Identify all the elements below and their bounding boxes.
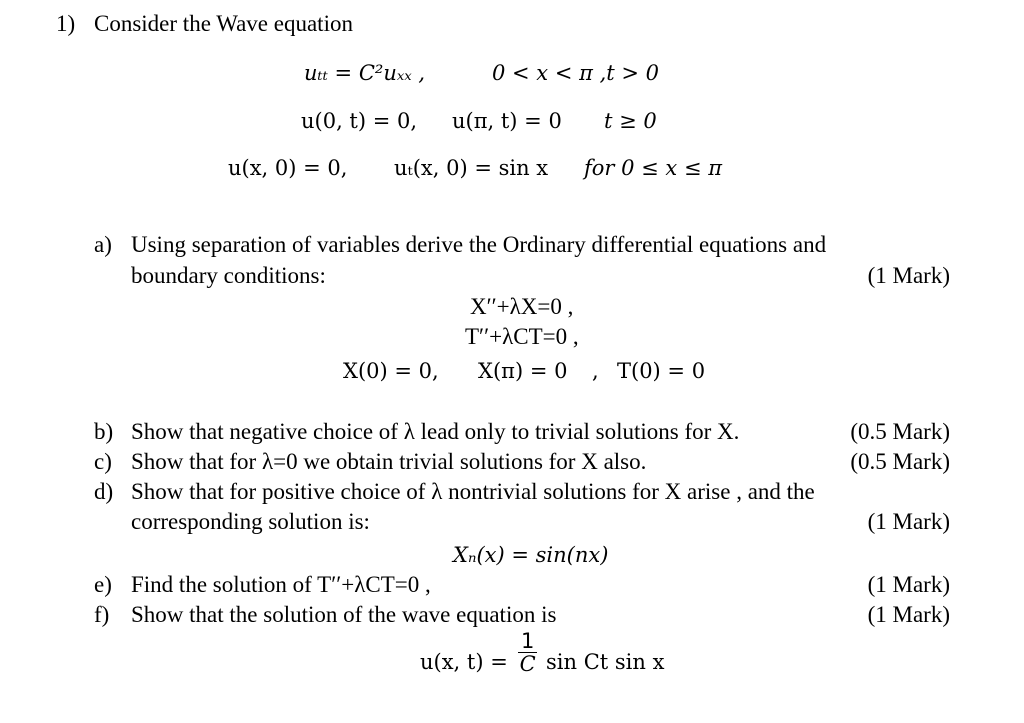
part-a-mark: (1 Mark) — [867, 263, 950, 288]
part-f-solution-rhs: sin Ct sin x — [546, 650, 665, 674]
boundary-condition-time: t ≥ 0 — [604, 109, 657, 133]
part-a-bc-x0: X(0) = 0, — [343, 359, 439, 383]
part-d-mark: (1 Mark) — [867, 509, 950, 534]
part-a-bc-xpi: X(π) = 0 — [478, 359, 568, 383]
part-f-text: Show that the solution of the wave equation is — [131, 602, 557, 627]
part-e-label: e) — [94, 572, 112, 597]
boundary-condition-right: u(π, t) = 0 — [452, 109, 562, 133]
part-a-bc-separator: , — [592, 359, 599, 383]
part-a-ode-t: T′′+λCT=0 , — [465, 324, 579, 349]
boundary-condition-left: u(0, t) = 0, — [301, 109, 418, 133]
part-b-mark: (0.5 Mark) — [850, 419, 950, 444]
wave-equation: uₜₜ = C²uₓₓ , — [304, 61, 426, 85]
initial-condition-ut: uₜ(x, 0) = sin x — [394, 156, 549, 180]
part-f-solution-lhs: u(x, t) = — [420, 650, 508, 674]
part-a-text-line2: boundary conditions: — [131, 263, 326, 288]
part-e-mark: (1 Mark) — [867, 572, 950, 597]
part-c-mark: (0.5 Mark) — [850, 449, 950, 474]
wave-equation-domain: 0 < x < π ,t > 0 — [492, 61, 659, 85]
part-d-text-line1: Show that for positive choice of λ nontrivial solutions for X arise , and the — [131, 479, 815, 504]
part-c-label: c) — [94, 449, 112, 474]
part-d-label: d) — [94, 479, 114, 504]
part-d-solution: Xₙ(x) = sin(nx) — [453, 543, 609, 567]
part-f-fraction — [518, 630, 537, 675]
part-f-mark: (1 Mark) — [867, 602, 950, 627]
fraction-numerator: 1 — [521, 629, 535, 653]
fraction-denominator: C — [519, 652, 536, 676]
part-b-text: Show that negative choice of λ lead only to trivial solutions for X. — [131, 419, 740, 444]
part-a-ode-x: X′′+λX=0 , — [470, 294, 574, 319]
question-title: Consider the Wave equation — [94, 11, 353, 36]
question-number: 1) — [56, 11, 76, 36]
part-c-text: Show that for λ=0 we obtain trivial solutions for X also. — [131, 449, 647, 474]
part-a-label: a) — [94, 232, 112, 257]
part-a-ic-t0: T(0) = 0 — [617, 359, 706, 383]
part-a-text-line1: Using separation of variables derive the Ordinary differential equations and — [131, 232, 827, 257]
part-e-text: Find the solution of T′′+λCT=0 , — [131, 572, 431, 597]
initial-condition-u: u(x, 0) = 0, — [228, 156, 348, 180]
part-b-label: b) — [94, 419, 114, 444]
initial-condition-domain: for 0 ≤ x ≤ π — [584, 156, 723, 180]
part-f-label: f) — [94, 602, 110, 627]
part-d-text-line2: corresponding solution is: — [131, 509, 370, 534]
